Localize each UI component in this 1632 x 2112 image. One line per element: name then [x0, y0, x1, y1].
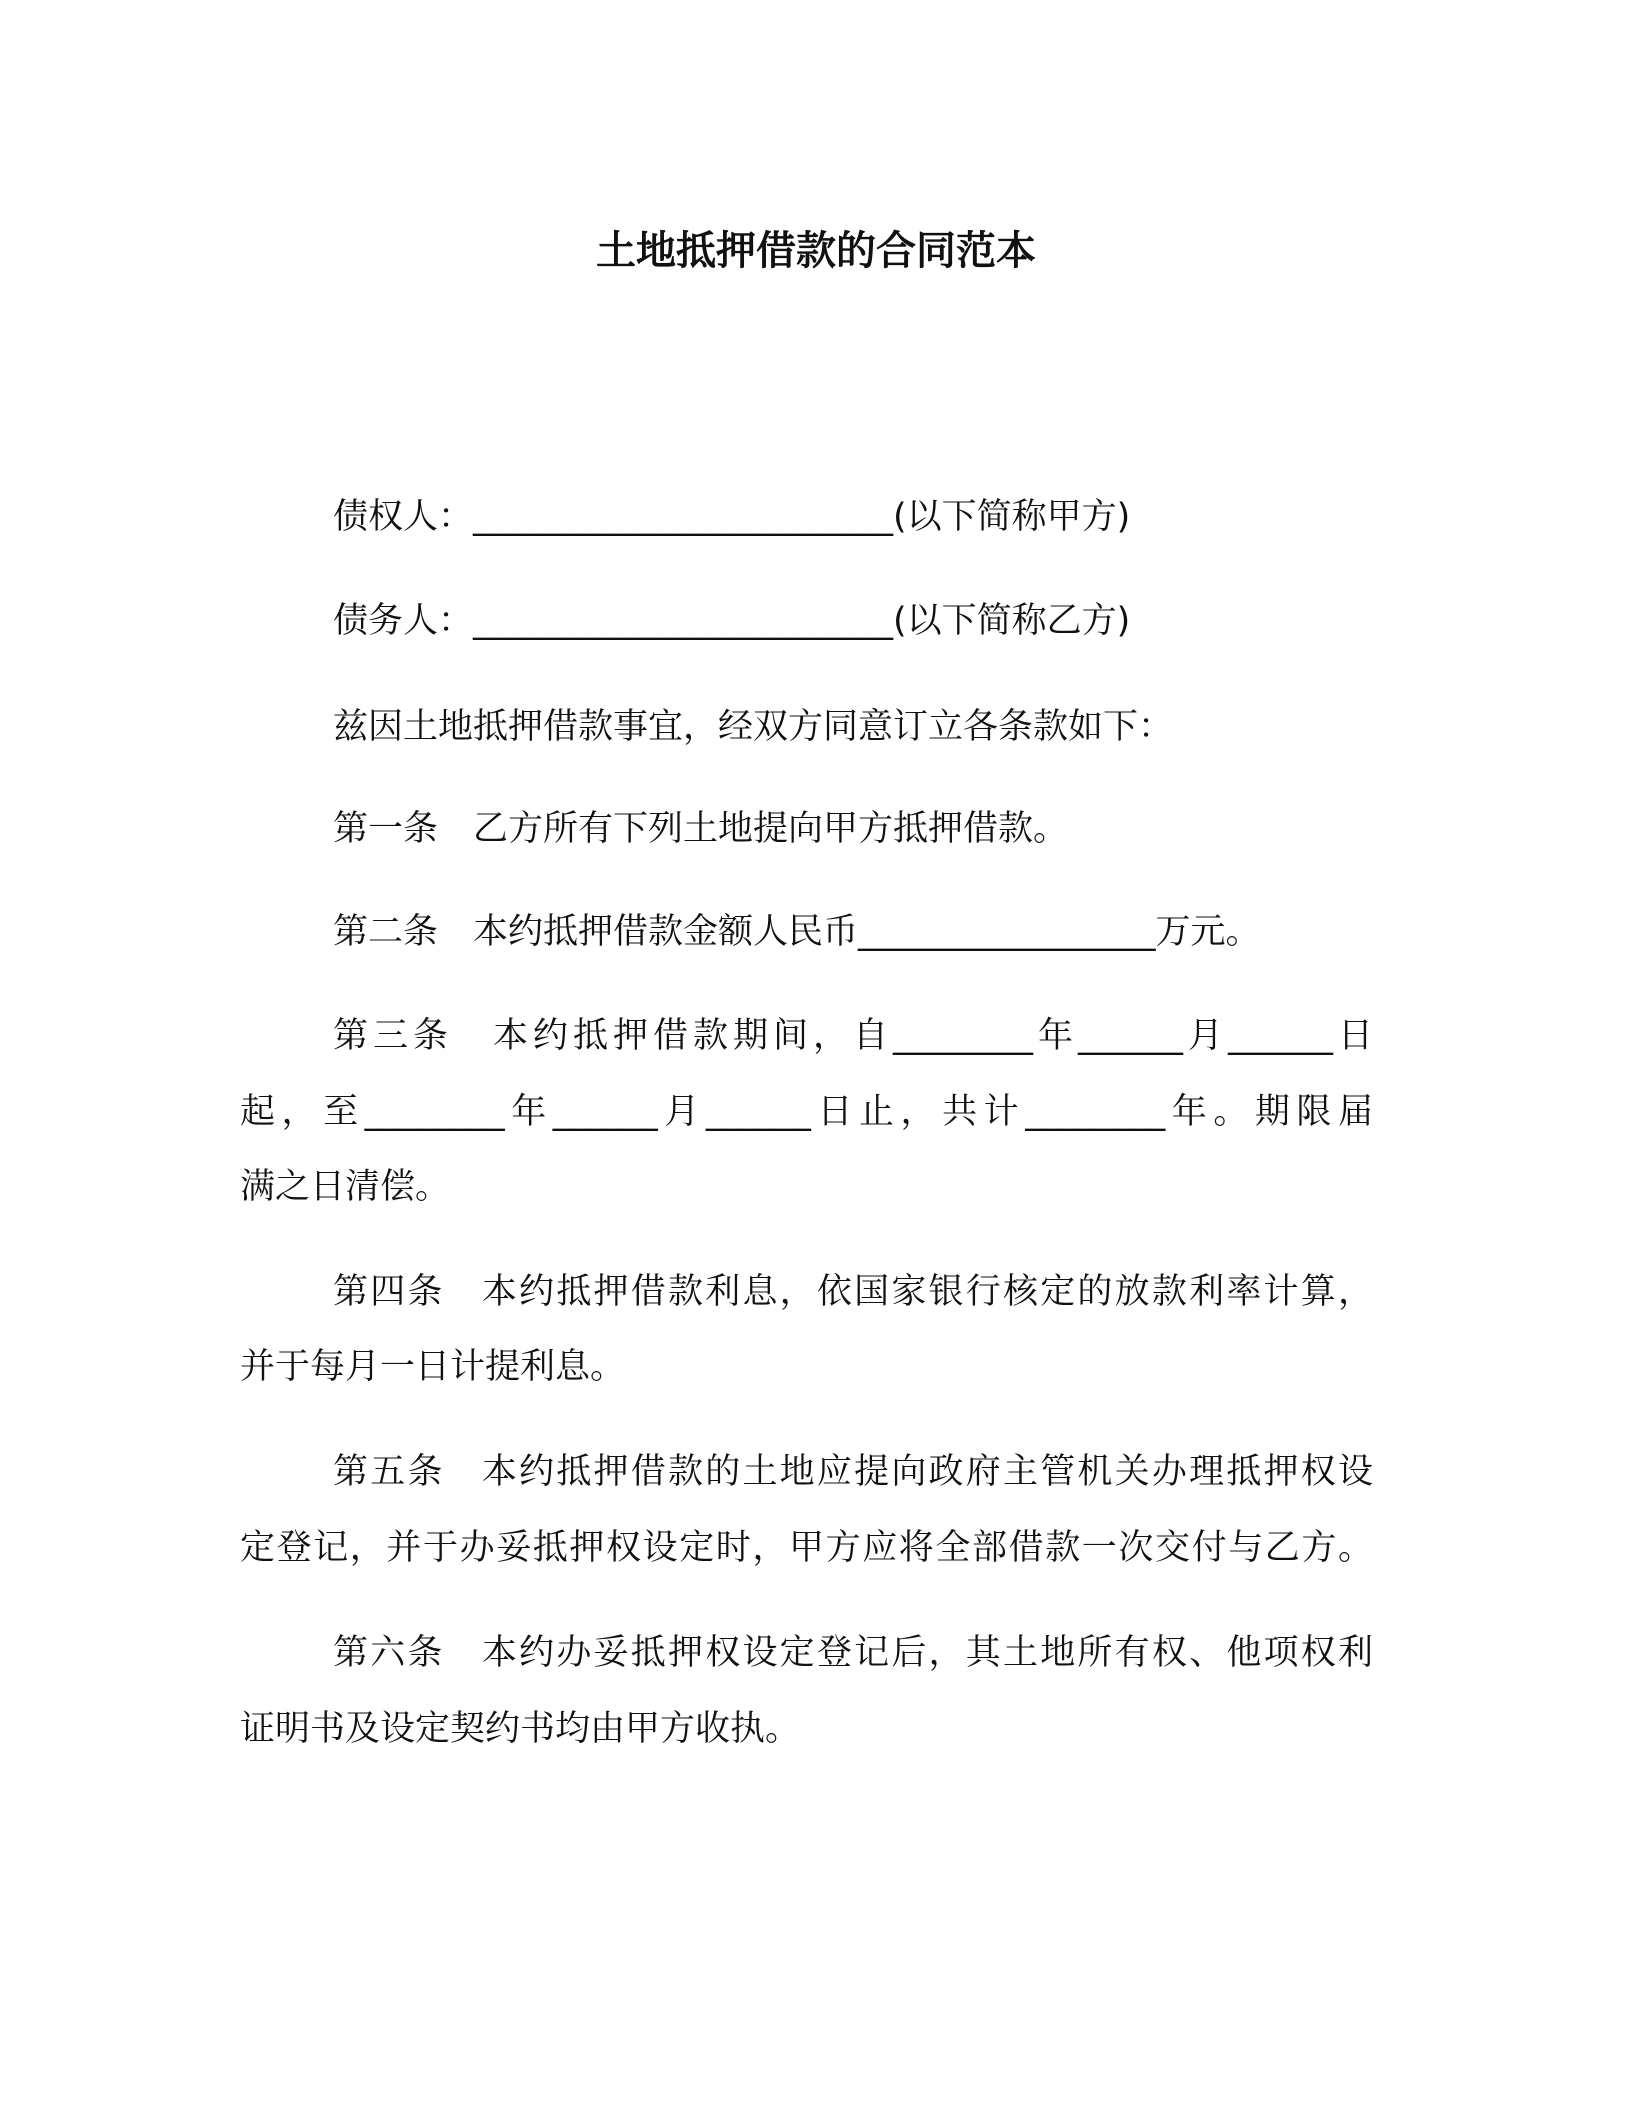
article-4-line-1: 第四条 本约抵押借款利息，依国家银行核定的放款利率计算， [333, 1272, 1373, 1312]
preamble: 兹因土地抵押借款事宜，经双方同意订立各条款如下： [333, 707, 1174, 747]
article-1: 第一条 乙方所有下列土地提向甲方抵押借款。 [333, 809, 1069, 849]
article-5-line-1: 第五条 本约抵押借款的土地应提向政府主管机关办理抵押权设 [333, 1452, 1373, 1492]
article-3-line-1: 第三条 本约抵押借款期间，自________年______月______日 [333, 1016, 1373, 1056]
article-2: 第二条 本约抵押借款金额人民币_________________万元。 [333, 912, 1261, 952]
article-5-line-2: 定登记，并于办妥抵押权设定时，甲方应将全部借款一次交付与乙方。 [240, 1528, 1373, 1568]
document-title: 土地抵押借款的合同范本 [596, 228, 1036, 274]
article-6-line-1: 第六条 本约办妥抵押权设定登记后，其土地所有权、他项权利 [333, 1633, 1373, 1673]
article-3-line-3: 满之日清偿。 [240, 1167, 451, 1207]
debtor-line: 债务人：________________________(以下简称乙方) [333, 601, 1131, 641]
article-6-line-2: 证明书及设定契约书均由甲方收执。 [240, 1709, 801, 1749]
article-4-line-2: 并于每月一日计提利息。 [240, 1347, 626, 1387]
creditor-line: 债权人：________________________(以下简称甲方) [333, 497, 1131, 537]
article-3-line-2: 起，至________年______月______日止，共计________年。期限届 [240, 1092, 1373, 1132]
